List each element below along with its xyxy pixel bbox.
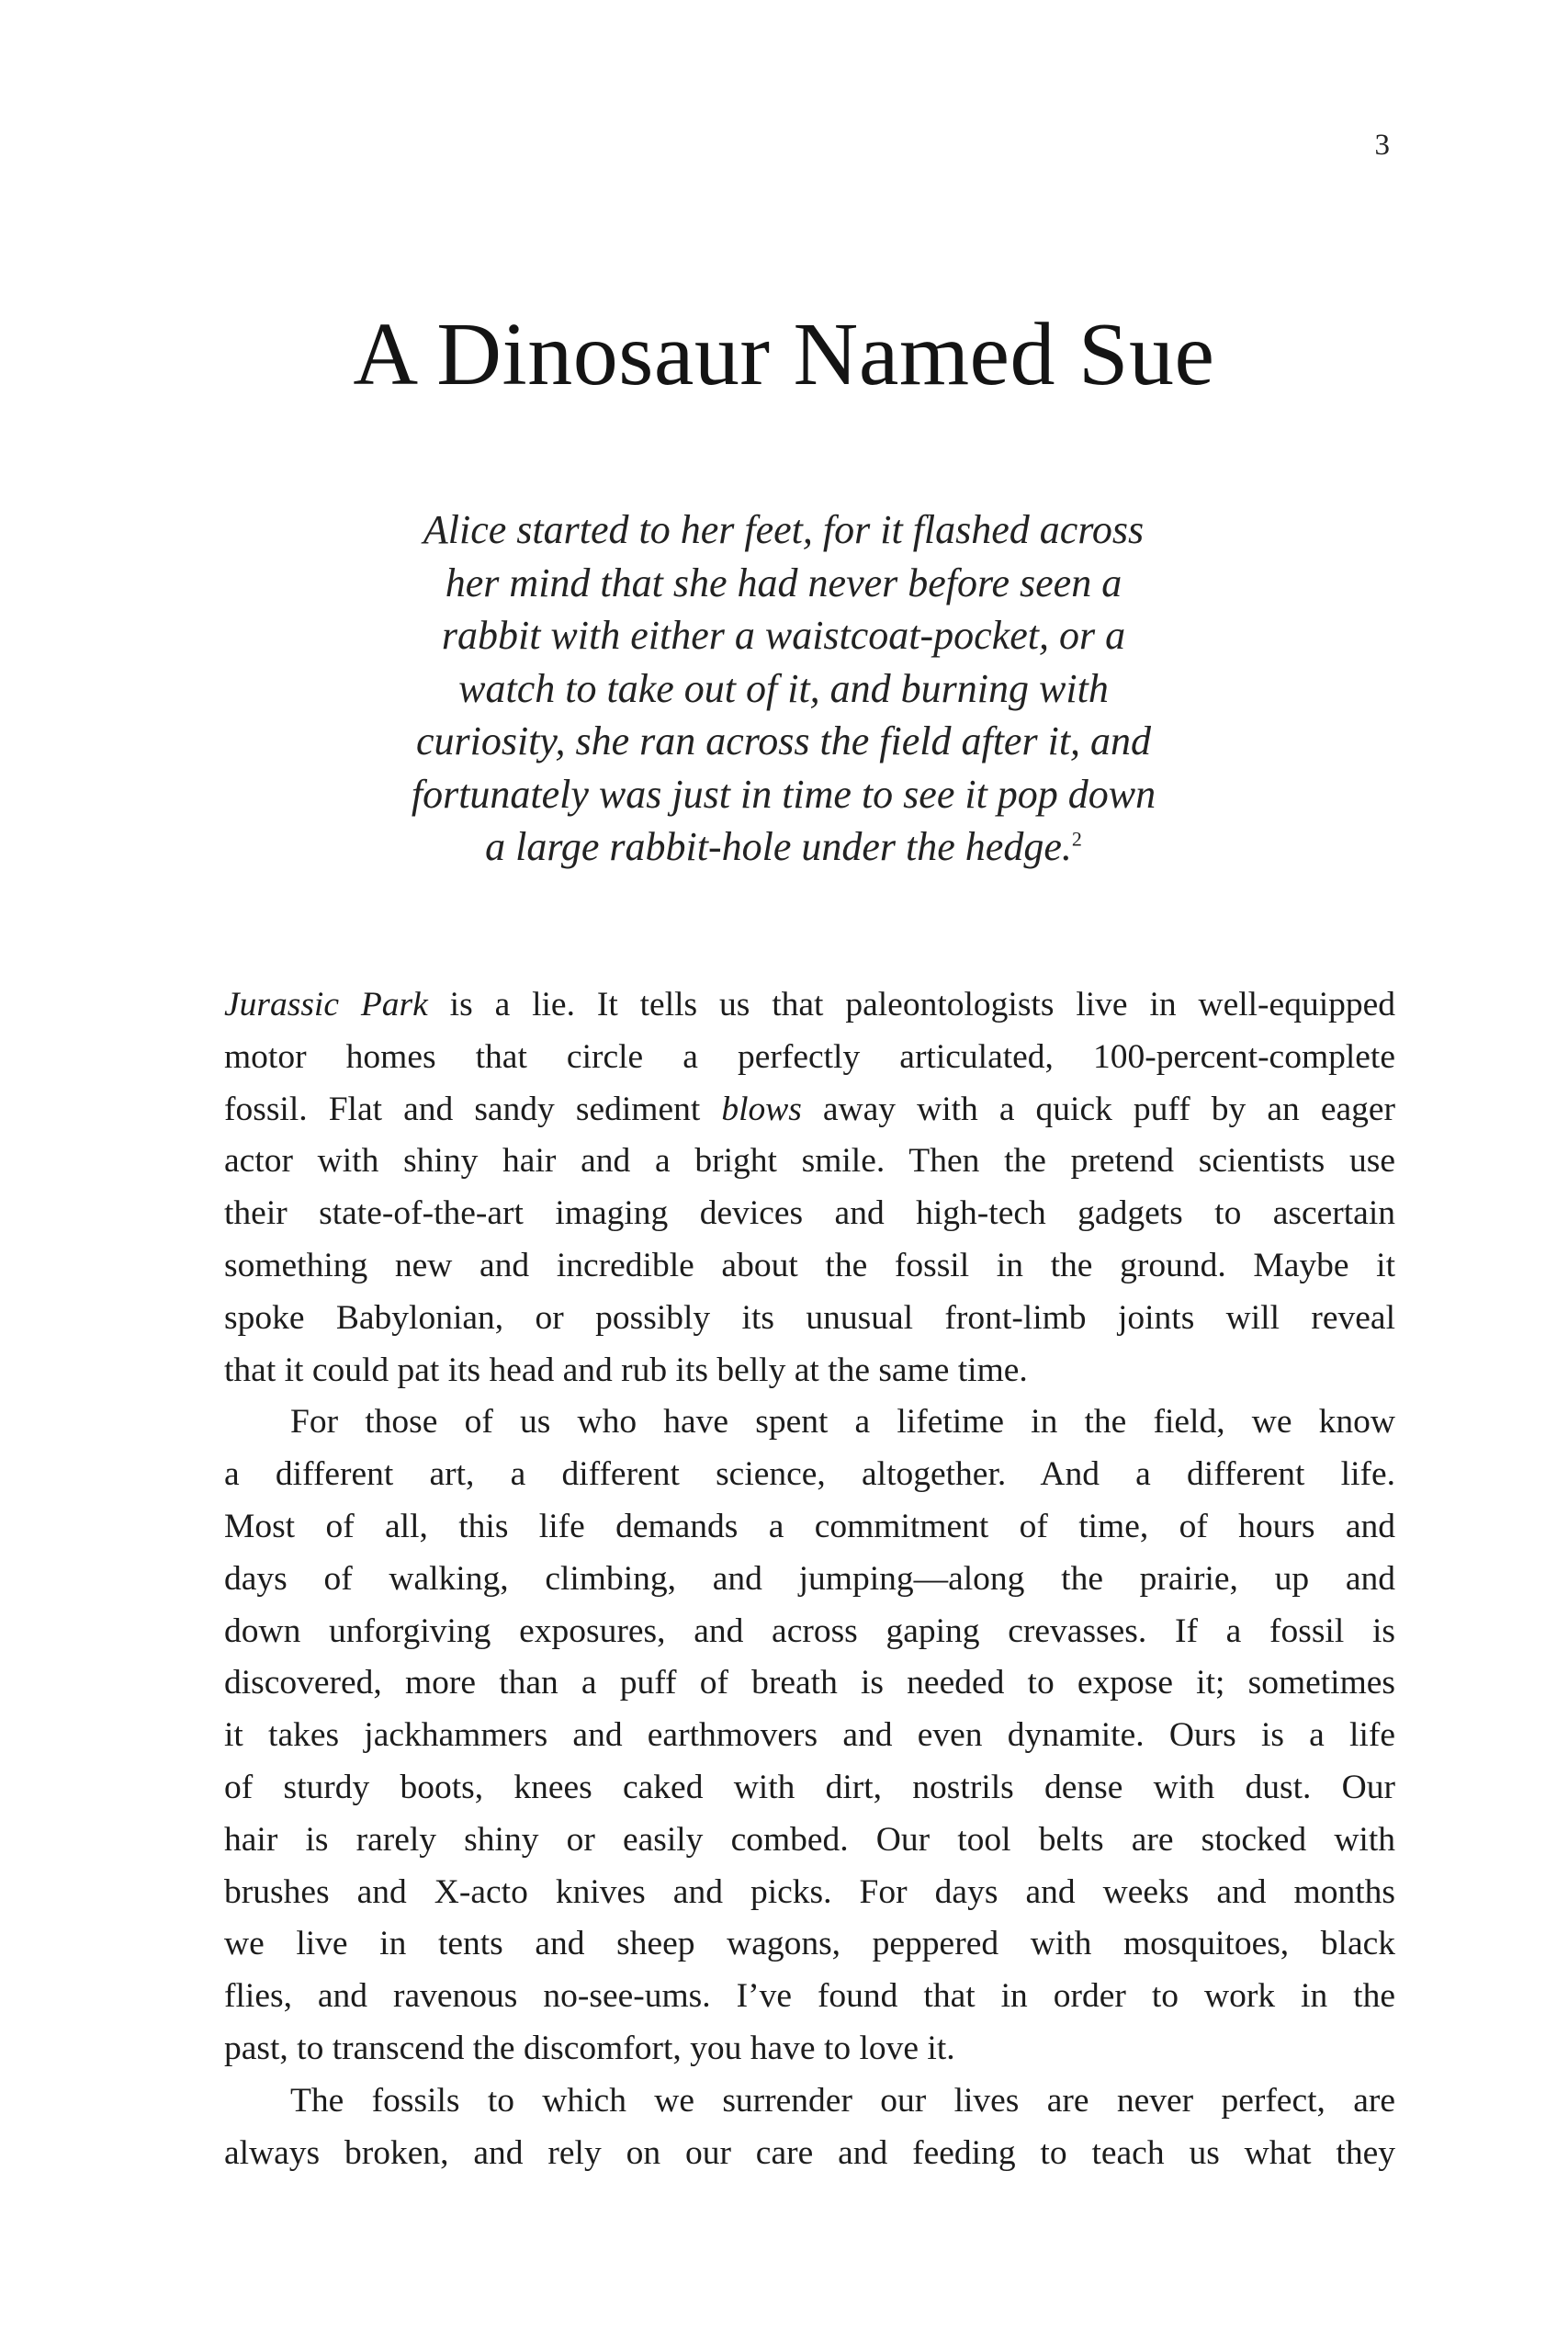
text-line — [224, 1918, 1395, 1971]
text-segment: down unforgiving exposures, and across gaping crevasses. If a fossil is — [224, 1611, 1395, 1650]
text-line — [224, 1815, 1395, 1867]
text-line — [224, 1188, 1395, 1240]
text-segment: flies, and ravenous no-see-ums. I’ve found that in order to work in the — [224, 1977, 1395, 2016]
epigraph-line: her mind that she had never before seen a — [445, 560, 1122, 605]
text-segment: is a lie. It tells us that paleontologists live in well-equipped — [427, 986, 1396, 1023]
text-segment: Most of all, this life demands a commitment of time, of hours and — [224, 1507, 1395, 1545]
paragraph — [224, 979, 1395, 1396]
text-segment: discovered, more than a puff of breath is needed to expose it; sometimes — [224, 1664, 1395, 1702]
text-segment: we live in tents and sheep wagons, peppered with mosquitoes, black — [224, 1925, 1395, 1963]
footnote-reference: 2 — [1071, 827, 1082, 851]
text-line — [224, 1606, 1395, 1658]
text-line — [224, 1345, 1395, 1397]
text-segment: of sturdy boots, knees caked with dirt, nostrils dense with dust. Our — [224, 1768, 1395, 1806]
text-segment: actor with shiny hair and a bright smile. Then the pretend scientists use — [224, 1142, 1395, 1181]
italic-segment: blows — [721, 1090, 802, 1128]
epigraph-line: watch to take out of it, and burning with — [458, 665, 1109, 711]
text-line — [224, 979, 1395, 1032]
text-line — [224, 2075, 1395, 2128]
text-segment: that it could pat its head and rub its belly at the same time. — [224, 1351, 1028, 1389]
text-segment: their state-of-the-art imaging devices and high-tech gadgets to ascertain — [224, 1194, 1395, 1233]
text-segment: away with a quick puff by an eager — [801, 1090, 1395, 1128]
epigraph-line-text: a large rabbit-hole under the hedge. — [485, 824, 1072, 869]
text-segment: motor homes that circle a perfectly articulated, 100-percent-complete — [224, 1037, 1395, 1076]
epigraph-line: curiosity, she ran across the field after it, and — [415, 718, 1152, 763]
epigraph-line: Alice started to her feet, for it flashed across — [423, 507, 1145, 552]
text-segment: spoke Babylonian, or possibly its unusual front-limb joints will reveal — [224, 1298, 1395, 1337]
epigraph — [324, 503, 1243, 874]
text-line — [224, 1396, 1395, 1449]
text-segment: past, to transcend the discomfort, you have to love it. — [224, 2029, 955, 2067]
text-line — [224, 1554, 1395, 1606]
text-segment: something new and incredible about the fossil in the ground. Maybe it — [224, 1246, 1395, 1284]
text-segment: always broken, and rely on our care and feeding to teach us what they — [224, 2133, 1395, 2172]
epigraph-line: fortunately was just in time to see it pop down — [411, 771, 1156, 817]
epigraph-line: rabbit with either a waistcoat-pocket, or a — [441, 613, 1126, 658]
text-line — [224, 1136, 1395, 1188]
text-line — [224, 1032, 1395, 1084]
italic-segment: Jurassic Park — [224, 986, 428, 1023]
epigraph-line-last — [324, 820, 1243, 874]
text-segment: The fossils to which we surrender our lives are never perfect, are — [290, 2081, 1395, 2120]
text-segment: hair is rarely shiny or easily combed. Our tool belts are stocked with — [224, 1820, 1395, 1859]
text-line — [224, 1240, 1395, 1293]
text-line — [224, 1084, 1395, 1136]
paragraph — [224, 2075, 1395, 2180]
page-number: 3 — [1374, 129, 1391, 162]
text-segment: For those of us who have spent a lifetime in the field, we know — [290, 1403, 1395, 1442]
text-line — [224, 1762, 1395, 1815]
text-segment: fossil. Flat and sandy sediment — [224, 1090, 722, 1128]
text-line — [224, 2128, 1395, 2180]
body-text — [224, 979, 1395, 2179]
text-segment: brushes and X-acto knives and picks. For days and weeks and months — [224, 1872, 1395, 1911]
text-line — [224, 1657, 1395, 1710]
chapter-title: A Dinosaur Named Sue — [353, 305, 1215, 404]
text-segment: a different art, a different science, altogether. And a different life. — [224, 1455, 1395, 1494]
text-line — [224, 2023, 1395, 2075]
text-line — [224, 1867, 1395, 1919]
paragraph — [224, 1396, 1395, 2075]
text-line — [224, 1971, 1395, 2023]
text-line — [224, 1293, 1395, 1345]
text-line — [224, 1449, 1395, 1501]
text-line — [224, 1710, 1395, 1762]
text-segment: it takes jackhammers and earthmovers and even dynamite. Ours is a life — [224, 1716, 1395, 1755]
text-segment: days of walking, climbing, and jumping—along the prairie, up and — [224, 1559, 1395, 1598]
text-line — [224, 1501, 1395, 1554]
